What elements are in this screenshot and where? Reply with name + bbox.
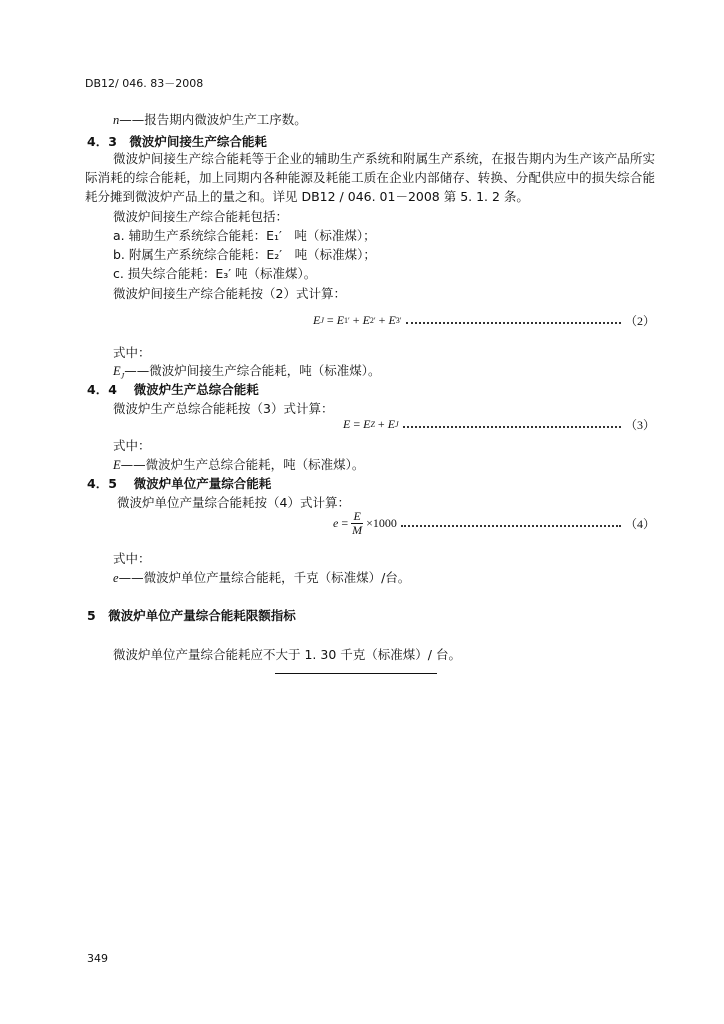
- section-4-3-title: 4．3 微波炉间接生产综合能耗: [87, 134, 267, 149]
- eq2-term1: E: [336, 313, 345, 327]
- eq3-term2-sub: J: [395, 420, 399, 429]
- section-4-3-calc-intro: 微波炉间接生产综合能耗按（2）式计算：: [113, 286, 346, 301]
- section-4-4-title: 4．4 微波炉生产总综合能耗: [87, 382, 259, 397]
- eq2-leader-dots: [406, 322, 621, 324]
- e-symbol: E: [113, 458, 121, 472]
- eq2-term2-sub: 2: [369, 316, 374, 325]
- eq2-term2-prime: ′: [373, 316, 376, 325]
- section-4-4-calc-intro: 微波炉生产总综合能耗按（3）式计算：: [113, 401, 334, 416]
- eq3-leader-dots: [403, 426, 621, 428]
- eq4-numerator: E: [353, 509, 361, 523]
- list-item-b: b. 附属生产系统综合能耗：E₂′ 吨（标准煤）；: [113, 247, 376, 262]
- eq4-equals: =: [341, 516, 349, 530]
- n-definition: [113, 110, 307, 128]
- section-4-3-includes: 微波炉间接生产综合能耗包括：: [113, 209, 289, 224]
- eq2-equals: =: [326, 313, 334, 327]
- eq3-term1: E: [363, 417, 371, 431]
- section-4-5-calc-intro: 微波炉单位产量综合能耗按（4）式计算：: [117, 495, 350, 510]
- e-definition: [113, 455, 364, 473]
- eq2-lhs: E: [313, 313, 321, 327]
- eq4-denominator: M: [352, 523, 363, 537]
- equation-4: [333, 510, 655, 537]
- e-small-definition-text: ——微波炉单位产量综合能耗，千克（标准煤）/台。: [118, 570, 411, 585]
- eq3-equals: =: [353, 417, 361, 431]
- where-label-3: 式中：: [113, 551, 151, 566]
- eq2-term2: E: [362, 313, 370, 327]
- list-item-c: c. 损失综合能耗：E₃′ 吨（标准煤）。: [113, 266, 317, 281]
- e-definition-text: ——微波炉生产总综合能耗，吨（标准煤）。: [120, 457, 365, 472]
- end-rule: [275, 673, 437, 674]
- ej-definition-text: ——微波炉间接生产综合能耗，吨（标准煤）。: [124, 363, 381, 378]
- page-number: 349: [87, 952, 108, 965]
- eq2-term3: E: [388, 313, 396, 327]
- equation-2: [313, 312, 655, 329]
- eq2-term1-prime: ′: [348, 316, 350, 325]
- e-small-symbol: e: [113, 571, 119, 585]
- where-label-1: 式中：: [113, 345, 151, 360]
- eq2-term1-sub: 1: [344, 316, 349, 325]
- eq3-term2: E: [387, 417, 396, 431]
- eq2-lhs-sub: J: [320, 316, 324, 325]
- eq3-term1-sub: Z: [370, 420, 375, 429]
- section-4-5-title: 4．5 微波炉单位产量综合能耗: [87, 476, 272, 491]
- eq3-lhs: E: [343, 417, 351, 431]
- ej-definition: [113, 361, 380, 381]
- eq2-number: （2）: [624, 314, 655, 328]
- eq4-leader-dots: [401, 525, 621, 527]
- eq3-plus: +: [377, 417, 385, 431]
- eq2-plus1: +: [352, 313, 360, 327]
- ej-symbol-sub: J: [120, 371, 125, 381]
- section-5-title: 5 微波炉单位产量综合能耗限额指标: [87, 608, 296, 623]
- eq2-plus2: +: [378, 313, 386, 327]
- document-code-header: DB12/ 046. 83－2008: [85, 77, 204, 90]
- eq4-multiplier: ×1000: [366, 516, 397, 530]
- n-symbol: n: [113, 113, 120, 127]
- where-label-2: 式中：: [113, 438, 151, 453]
- e-small-definition: [113, 568, 410, 586]
- eq3-number: （3）: [624, 418, 655, 432]
- eq4-lhs: e: [333, 516, 339, 530]
- eq4-fraction: [350, 510, 364, 537]
- section-5-text: 微波炉单位产量综合能耗应不大于 1. 30 千克（标准煤）/ 台。: [113, 647, 461, 662]
- ej-symbol: E: [113, 364, 121, 378]
- list-item-a: a. 辅助生产系统综合能耗：E₁′ 吨（标准煤）；: [113, 228, 376, 243]
- eq4-number: （4）: [624, 517, 655, 531]
- n-definition-text: ——报告期内微波炉生产工序数。: [119, 112, 307, 127]
- section-4-3-paragraph: 微波炉间接生产综合能耗等于企业的辅助生产系统和附属生产系统，在报告期内为生产该产品所实际消耗的综合能耗，加上同期内各种能源及耗能工质在企业内部储存、转换、分配供应中的损失综合能耗分摊到微波炉产品上的量之和。详见 DB12 / 046. 01－2008 第 5. 1. 2 条。: [85, 151, 655, 204]
- equation-3: [343, 416, 655, 433]
- eq2-term3-sub: 3: [395, 316, 400, 325]
- eq2-term3-prime: ′: [399, 316, 402, 325]
